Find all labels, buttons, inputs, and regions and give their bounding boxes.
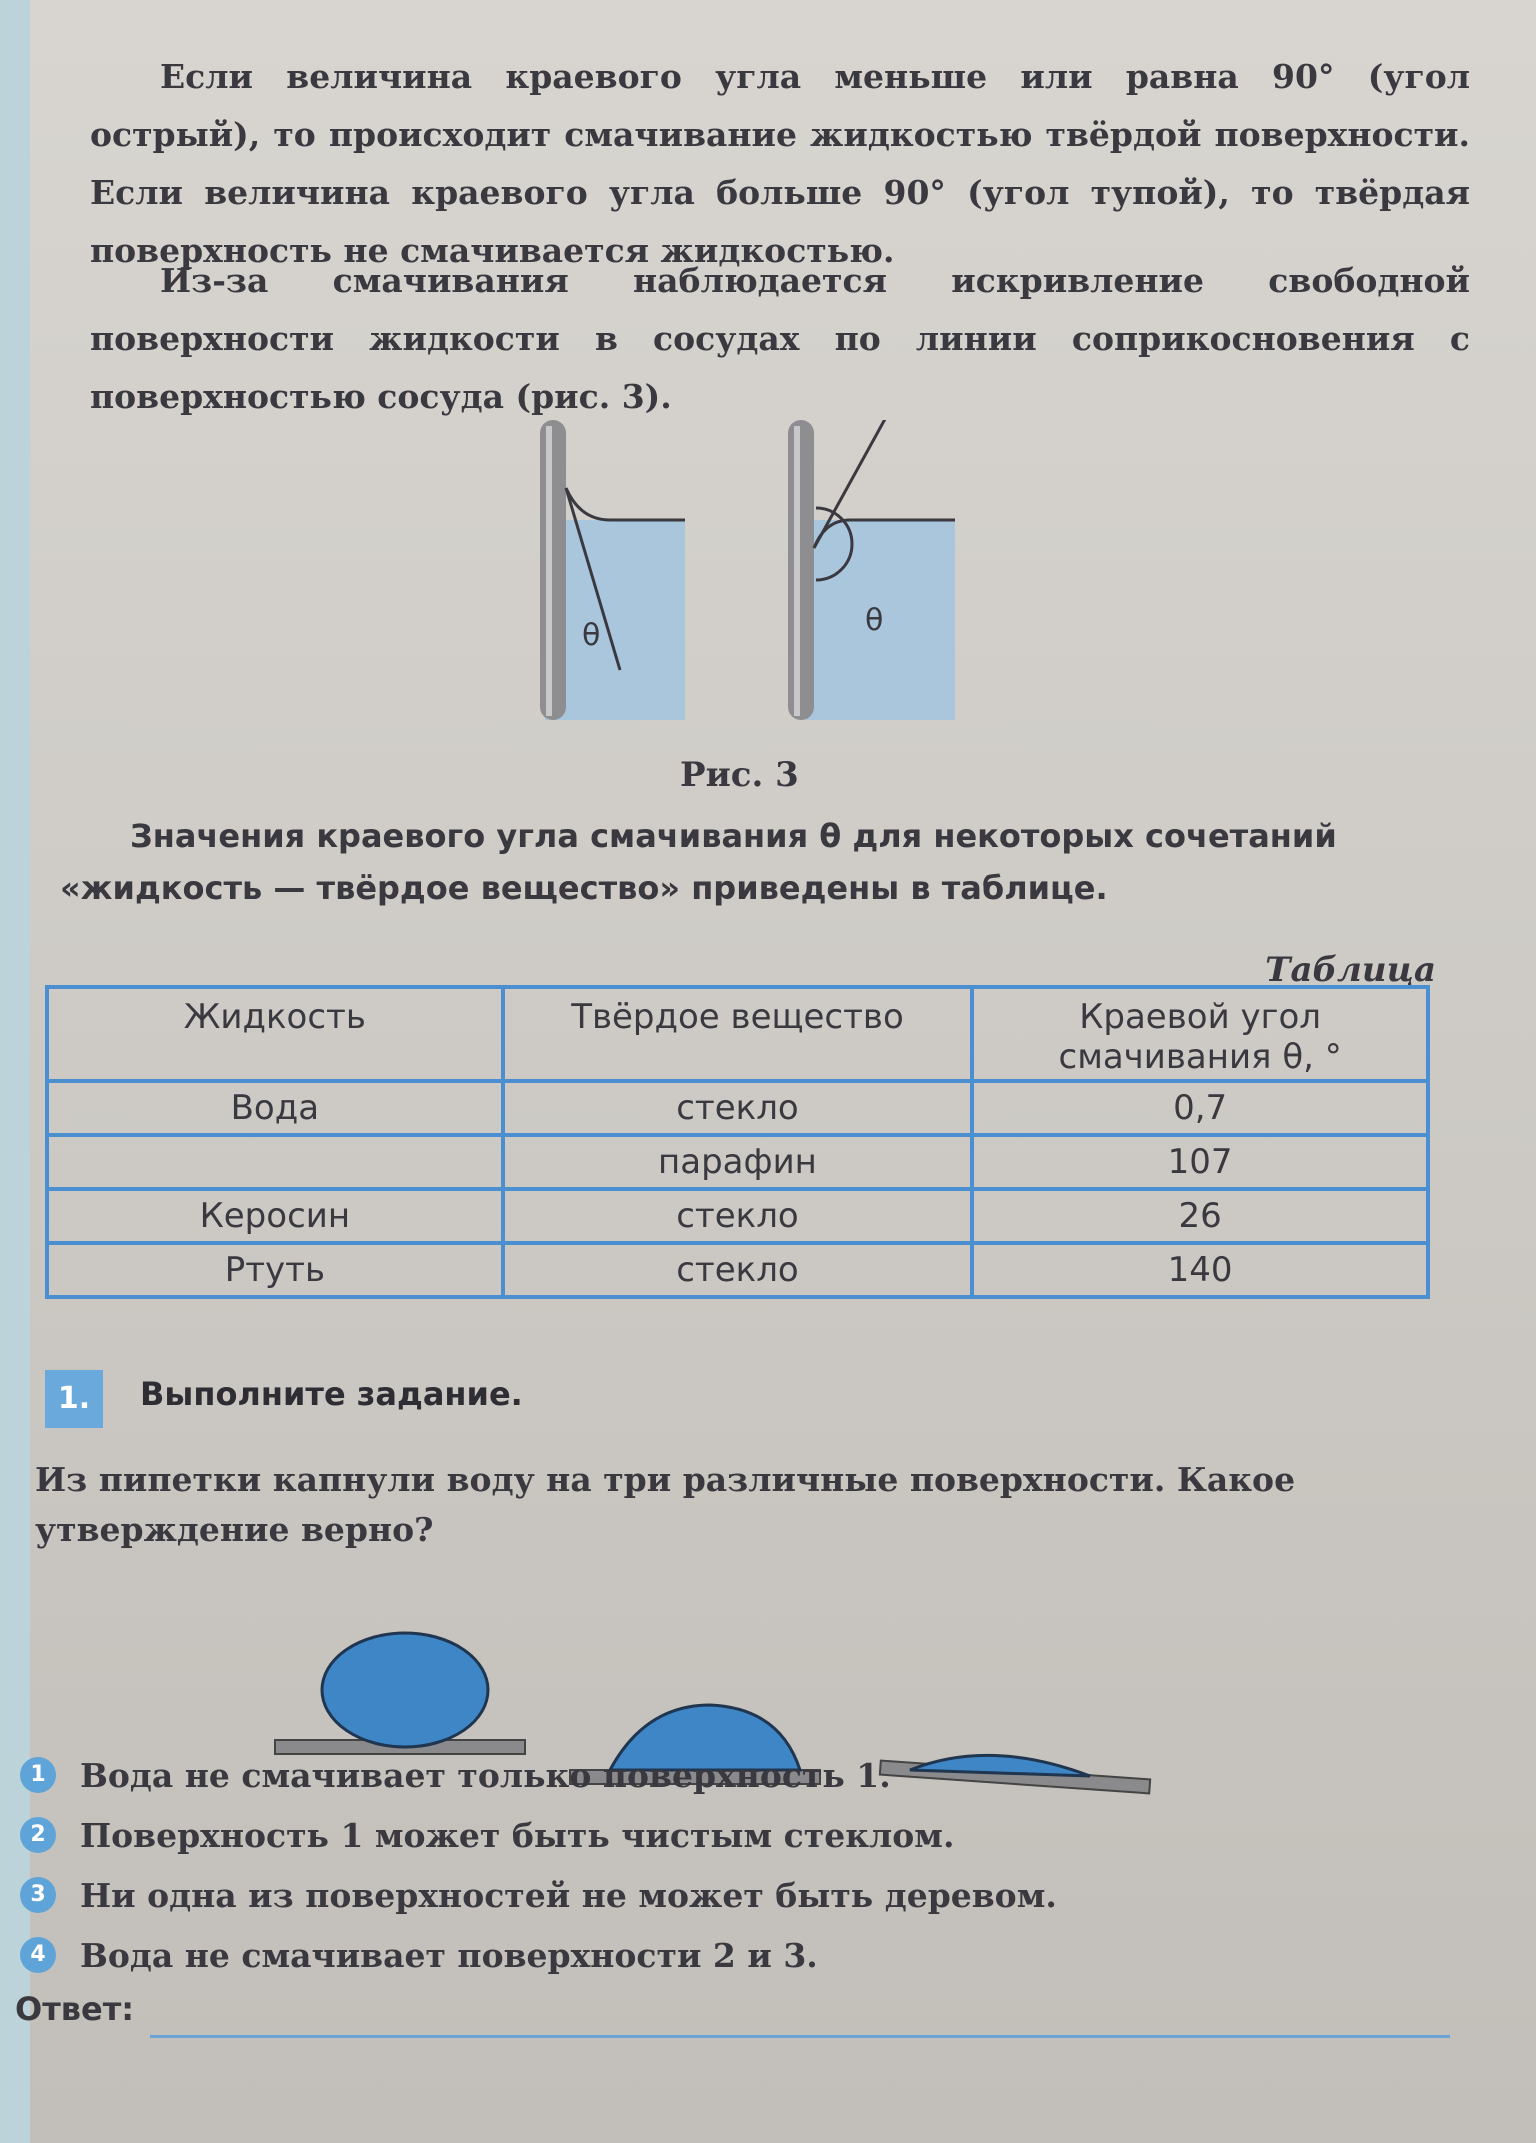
table-row bbox=[47, 1189, 1428, 1243]
drop-1 bbox=[322, 1633, 488, 1747]
table-header-row bbox=[47, 987, 1428, 1081]
option-number-badge: 2 bbox=[20, 1817, 56, 1853]
option-4[interactable] bbox=[20, 1925, 1220, 1985]
task-title: Выполните задание. bbox=[140, 1375, 523, 1413]
cell-angle: 140 bbox=[972, 1243, 1428, 1297]
wall-right bbox=[788, 420, 814, 720]
theta-left: θ bbox=[582, 618, 601, 653]
cell-angle: 26 bbox=[972, 1189, 1428, 1243]
table-row bbox=[47, 1135, 1428, 1189]
answer-options bbox=[20, 1745, 1220, 1985]
cell-liquid: Керосин bbox=[47, 1189, 503, 1243]
paragraph-text-2: Из-за смачивания наблюдается искривление свободной поверхности жидкости в сосудах по линии соприкосновения с поверхностью сосуда (рис. 3). bbox=[90, 261, 1470, 416]
cell-solid: стекло bbox=[503, 1081, 973, 1135]
paragraph-surface-curvature bbox=[90, 252, 1470, 426]
answer-label: Ответ: bbox=[15, 1990, 135, 2028]
option-text: Вода не смачивает только поверхность 1. bbox=[80, 1755, 891, 1795]
cell-angle: 107 bbox=[972, 1135, 1428, 1189]
task-number-badge: 1. bbox=[45, 1370, 103, 1428]
header-angle: Краевой угол смачивания θ, ° bbox=[972, 987, 1428, 1081]
cell-solid: парафин bbox=[503, 1135, 973, 1189]
option-text: Вода не смачивает поверхности 2 и 3. bbox=[80, 1935, 818, 1975]
theta-right: θ bbox=[865, 603, 884, 638]
wetting-angle-table bbox=[45, 985, 1430, 1299]
table-label: Таблица bbox=[1265, 950, 1436, 990]
paragraph-table-intro: Значения краевого угла смачивания θ для некоторых сочетаний «жидкость — твёрдое вещество» приведены в таблице. bbox=[60, 817, 1337, 907]
option-number-badge: 3 bbox=[20, 1877, 56, 1913]
figure-3-diagram bbox=[520, 420, 980, 740]
paragraph-text-1: Если величина краевого угла меньше или равна 90° (угол острый), то происходит смачивание жидкостью твёрдой поверхности. Если величина краевого угла больше 90° (угол тупой), то твёрдая поверхность не смачивается жидкостью. bbox=[90, 57, 1470, 270]
table-row bbox=[47, 1243, 1428, 1297]
cell-liquid bbox=[47, 1135, 503, 1189]
option-text: Поверхность 1 может быть чистым стеклом. bbox=[80, 1815, 955, 1855]
cell-angle: 0,7 bbox=[972, 1081, 1428, 1135]
header-solid: Твёрдое вещество bbox=[503, 987, 973, 1081]
header-liquid: Жидкость bbox=[47, 987, 503, 1081]
option-3[interactable] bbox=[20, 1865, 1220, 1925]
answer-line[interactable] bbox=[150, 2035, 1450, 2038]
task-question: Из пипетки капнули воду на три различные поверхности. Какое утверждение верно? bbox=[35, 1460, 1296, 1549]
wall-left bbox=[540, 420, 566, 720]
option-number-badge: 4 bbox=[20, 1937, 56, 1973]
paragraph-wetting-angle bbox=[90, 48, 1470, 280]
option-1[interactable] bbox=[20, 1745, 1220, 1805]
cell-liquid: Ртуть bbox=[47, 1243, 503, 1297]
cell-liquid: Вода bbox=[47, 1081, 503, 1135]
cell-solid: стекло bbox=[503, 1189, 973, 1243]
figure-caption: Рис. 3 bbox=[680, 755, 799, 795]
option-number-badge: 1 bbox=[20, 1757, 56, 1793]
table-row bbox=[47, 1081, 1428, 1135]
option-text: Ни одна из поверхностей не может быть деревом. bbox=[80, 1875, 1057, 1915]
option-2[interactable] bbox=[20, 1805, 1220, 1865]
cell-solid: стекло bbox=[503, 1243, 973, 1297]
